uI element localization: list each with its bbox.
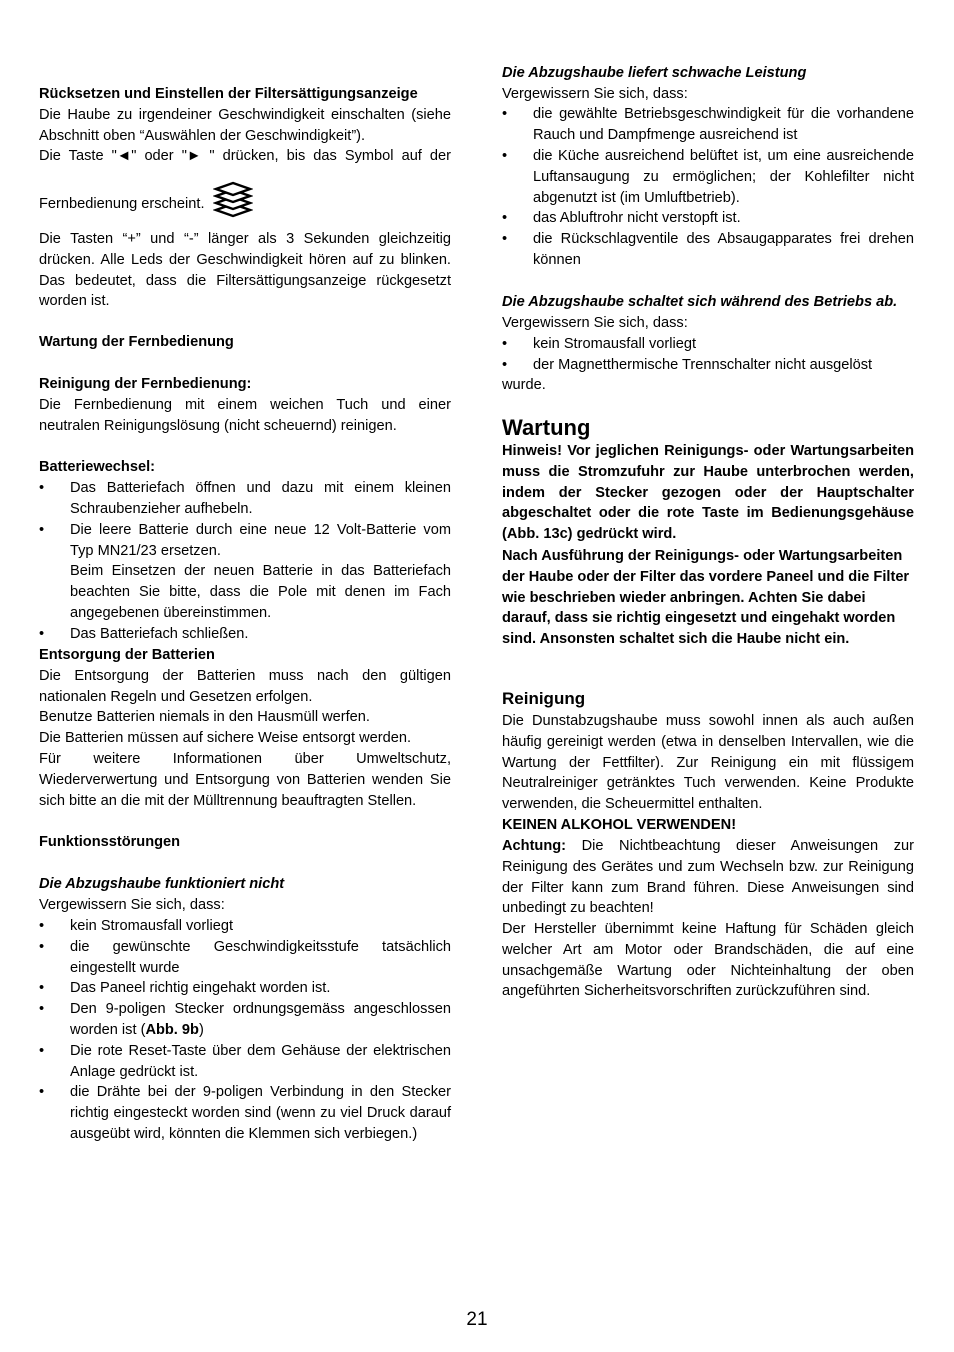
- not-working-intro: Vergewissern Sie sich, dass:: [39, 897, 225, 913]
- filter-reset-paragraph-3: Die Tasten “+” und “-” länger als 3 Sekunden gleichzeitig drücken. Alle Leds der Geschwindigkeit hören auf zu blinken. Das bedeutet, dass die Filtersättigungsanzeige rückgesetzt worden ist.: [39, 231, 451, 310]
- maintenance-warning-1: Hinweis! Vor jeglichen Reinigungs- oder Wartungsarbeiten muss die Stromzufuhr zur Haube unterbrochen werden, indem der Stecker gezogen oder der Hauptschalter abgeschaltet oder die rote Taste im Bedienungsgehäuse (Abb. 13c) gedrückt wird.: [502, 443, 914, 543]
- cleaning-heading: Reinigung: [502, 689, 586, 708]
- bullet: •: [502, 231, 508, 247]
- attention-label: Achtung:: [502, 838, 567, 854]
- list-item: • die Küche ausreichend belüftet ist, um eine ausreichende Luftansaugung zu ermöglichen; der Kohlefilter nicht abgenutzt ist (im Umluftbetrieb).: [502, 148, 914, 206]
- bullet: •: [39, 626, 45, 642]
- filter-reset-paragraph-1: Die Haube zu irgendeiner Geschwindigkeit einschalten (siehe Abschnitt oben “Auswählen der Geschwindigkeit”).: [39, 107, 451, 144]
- list-item: • das Abluftrohr nicht verstopft ist.: [502, 208, 914, 229]
- list-item: • der Magnetthermische Trennschalter nicht ausgelöst: [502, 355, 914, 376]
- attention-paragraph: Achtung: Die Nichtbeachtung dieser Anweisungen zur Reinigung des Gerätes und zum Wechseln bzw. zur Reinigung der Filter kann zum Brand führen. Diese Anweisungen sind unbedingt zu beachten!: [502, 838, 914, 917]
- figure-reference: Abb. 9b: [145, 1021, 199, 1038]
- bullet: •: [502, 148, 508, 164]
- list-item: • Das Batteriefach schließen.: [39, 624, 451, 645]
- bullet: •: [39, 939, 45, 955]
- bullet: •: [502, 210, 508, 226]
- bullet: •: [502, 336, 508, 352]
- battery-disposal-heading: Entsorgung der Batterien: [39, 647, 215, 663]
- bullet: •: [502, 106, 508, 122]
- bullet: •: [39, 1084, 45, 1100]
- bullet: •: [39, 480, 45, 496]
- not-working-heading: Die Abzugshaube funktioniert nicht: [39, 876, 285, 892]
- list-item: • die gewünschte Geschwindigkeitsstufe tatsächlich eingestellt wurde: [39, 939, 451, 976]
- battery-change-heading: Batteriewechsel:: [39, 459, 155, 475]
- no-alcohol-warning: KEINEN ALKOHOL VERWENDEN!: [502, 817, 737, 833]
- battery-disposal-paragraph-2: Benutze Batterien niemals in den Hausmüll werfen.: [39, 709, 370, 725]
- list-item: • die gewählte Betriebsgeschwindigkeit für die vorhandene Rauch und Dampfmenge ausreichend ist: [502, 106, 914, 143]
- list-item: • Die leere Batterie durch eine neue 12 Volt-Batterie vom Typ MN21/23 ersetzen.: [39, 522, 451, 559]
- filter-reset-remote-text: Fernbedienung erscheint.: [39, 196, 205, 212]
- filter-layers-icon: [213, 180, 253, 225]
- list-item: • Das Paneel richtig eingehakt worden ist.: [39, 978, 451, 999]
- list-item: • Die rote Reset-Taste über dem Gehäuse der elektrischen Anlage gedrückt ist.: [39, 1043, 451, 1080]
- battery-disposal-paragraph-4: Für weitere Informationen über Umweltschutz, Wiederverwertung und Entsorgung von Batterien wenden Sie sich bitte an die mit der Mülltrennung beauftragten Stellen.: [39, 751, 451, 809]
- list-item: • kein Stromausfall vorliegt: [502, 334, 914, 355]
- maintenance-heading: Wartung: [502, 415, 591, 440]
- filter-reset-paragraph-2-end: [39, 180, 451, 225]
- filter-reset-heading: Rücksetzen und Einstellen der Filtersättigungsanzeige: [39, 86, 418, 102]
- cleaning-paragraph: Die Dunstabzugshaube muss sowohl innen als auch außen häufig gereinigt werden (etwa in denselben Intervallen, wie die Wartung der Fettfilter). Zur Reinigung ein mit flüssigem Neutralreiniger getränktes Tuch verwenden. Keine Produkte verwenden, die Scheuermittel enthalten.: [502, 713, 914, 813]
- bullet: •: [39, 1043, 45, 1059]
- battery-note: Beim Einsetzen der neuen Batterie in das Batteriefach beachten Sie bitte, dass die Pole mit denen im Fach angegebenen übereinstimmen.: [70, 563, 451, 621]
- maintenance-warning-2: Nach Ausführung der Reinigungs- oder Wartungsarbeiten der Haube oder der Filter das vordere Paneel und die Filter wie beschrieben wieder anbringen. Achten Sie dabei darauf, dass sie richtig eingesetzt und eingehakt worden sind. Ansonsten schaltet sich die Haube nicht ein.: [502, 548, 910, 648]
- faults-heading: Funktionsstörungen: [39, 834, 181, 850]
- list-item: • die Drähte bei der 9-poligen Verbindung in den Stecker richtig eingesteckt worden sind (wenn zu viel Druck darauf ausgeübt wird, könnten die Klemmen sich verbiegen.): [39, 1084, 451, 1142]
- shuts-off-heading: Die Abzugshaube schaltet sich während des Betriebs ab.: [502, 294, 898, 310]
- bullet: •: [39, 980, 45, 996]
- weak-performance-heading: Die Abzugshaube liefert schwache Leistung: [502, 65, 807, 81]
- bullet: •: [39, 1001, 45, 1017]
- shuts-off-intro: Vergewissern Sie sich, dass:: [502, 315, 688, 331]
- page-number: 21: [466, 1309, 488, 1330]
- filter-reset-paragraph-2: Die Taste "◄" oder "► " drücken, bis das Symbol auf der: [39, 148, 451, 164]
- shuts-off-tail: wurde.: [502, 377, 546, 393]
- battery-disposal-paragraph-1: Die Entsorgung der Batterien muss nach den gültigen nationalen Regeln und Gesetzen erfolgen.: [39, 668, 451, 705]
- remote-cleaning-text: Die Fernbedienung mit einem weichen Tuch und einer neutralen Reinigungslösung (nicht scheuernd) reinigen.: [39, 397, 451, 434]
- bullet: •: [502, 357, 508, 373]
- list-item: • Das Batteriefach öffnen und dazu mit einem kleinen Schraubenzieher aufhebeln.: [39, 480, 451, 517]
- list-item: • die Rückschlagventile des Absaugapparates frei drehen können: [502, 231, 914, 268]
- remote-maintenance-heading: Wartung der Fernbedienung: [39, 334, 234, 350]
- bullet: •: [39, 522, 45, 538]
- bullet: •: [39, 918, 45, 934]
- list-item: • kein Stromausfall vorliegt: [39, 916, 451, 937]
- liability-paragraph: Der Hersteller übernimmt keine Haftung für Schäden gleich welcher Art am Motor oder Brandschäden, die auf eine unsachgemäße Wartung oder Nichteinhaltung der oben angeführten Sicherheitsvorschriften zurückzuführen sind.: [502, 921, 914, 1000]
- weak-performance-intro: Vergewissern Sie sich, dass:: [502, 86, 688, 102]
- list-item: • Den 9-poligen Stecker ordnungsgemäss angeschlossen worden ist (Abb. 9b): [39, 1001, 451, 1038]
- remote-cleaning-heading: Reinigung der Fernbedienung:: [39, 376, 252, 392]
- battery-disposal-paragraph-3: Die Batterien müssen auf sichere Weise entsorgt werden.: [39, 730, 412, 746]
